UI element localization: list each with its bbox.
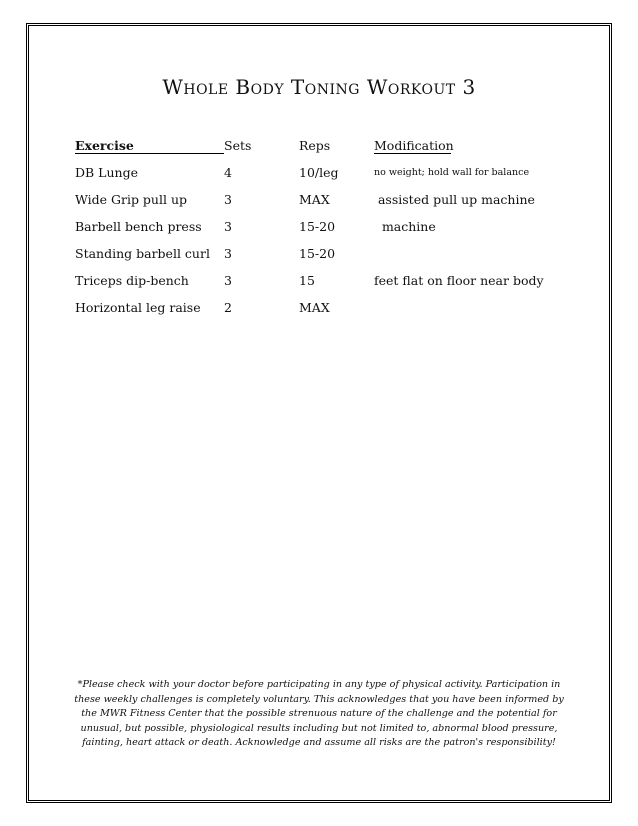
table-row bbox=[75, 300, 555, 327]
cell-exercise: DB Lunge bbox=[75, 165, 138, 180]
cell-sets: 3 bbox=[224, 273, 232, 288]
header-reps: Reps bbox=[299, 138, 331, 153]
cell-sets: 3 bbox=[224, 192, 232, 207]
cell-sets: 4 bbox=[224, 165, 232, 180]
table-row bbox=[75, 273, 555, 300]
cell-reps: 15-20 bbox=[299, 219, 336, 234]
cell-exercise: Horizontal leg raise bbox=[75, 300, 201, 315]
cell-reps: 15-20 bbox=[299, 246, 336, 261]
cell-modification: no weight; hold wall for balance bbox=[374, 167, 530, 178]
header-underline-modification bbox=[374, 153, 451, 154]
table-row bbox=[75, 219, 555, 246]
workout-table bbox=[75, 138, 555, 327]
cell-exercise: Wide Grip pull up bbox=[75, 192, 188, 207]
cell-exercise: Barbell bench press bbox=[75, 219, 202, 234]
cell-modification: assisted pull up machine bbox=[374, 192, 535, 207]
cell-exercise: Standing barbell curl bbox=[75, 246, 210, 261]
header-modification: Modification bbox=[374, 138, 454, 153]
table-row bbox=[75, 246, 555, 273]
header-sets: Sets bbox=[224, 138, 252, 153]
disclaimer-text: *Please check with your doctor before participating in any type of physical activity. Participation in these weekly challenges is completely voluntary. This acknowledges that you have been informed by the MWR Fitness Center that the possible strenuous nature of the challenge and the potential for unusual, but possible, physiological results including but not limited to, abnormal blood pressure, fainting, heart attack or death. Acknowledge and assume all risks are the patron's responsibility! bbox=[74, 679, 564, 748]
table-row bbox=[75, 165, 555, 192]
cell-reps: MAX bbox=[299, 300, 330, 315]
cell-reps: 10/leg bbox=[299, 165, 339, 180]
table-row bbox=[75, 192, 555, 219]
cell-sets: 3 bbox=[224, 246, 232, 261]
cell-modification: feet flat on floor near body bbox=[374, 273, 544, 288]
cell-modification: machine bbox=[374, 219, 436, 234]
header-exercise: Exercise bbox=[75, 138, 134, 153]
cell-sets: 2 bbox=[224, 300, 232, 315]
cell-reps: 15 bbox=[299, 273, 315, 288]
cell-exercise: Triceps dip-bench bbox=[75, 273, 189, 288]
cell-reps: MAX bbox=[299, 192, 330, 207]
page-title: Whole Body Toning Workout 3 bbox=[162, 75, 476, 99]
cell-sets: 3 bbox=[224, 219, 232, 234]
header-underline-exercise bbox=[75, 153, 224, 154]
table-header-row bbox=[75, 138, 555, 165]
